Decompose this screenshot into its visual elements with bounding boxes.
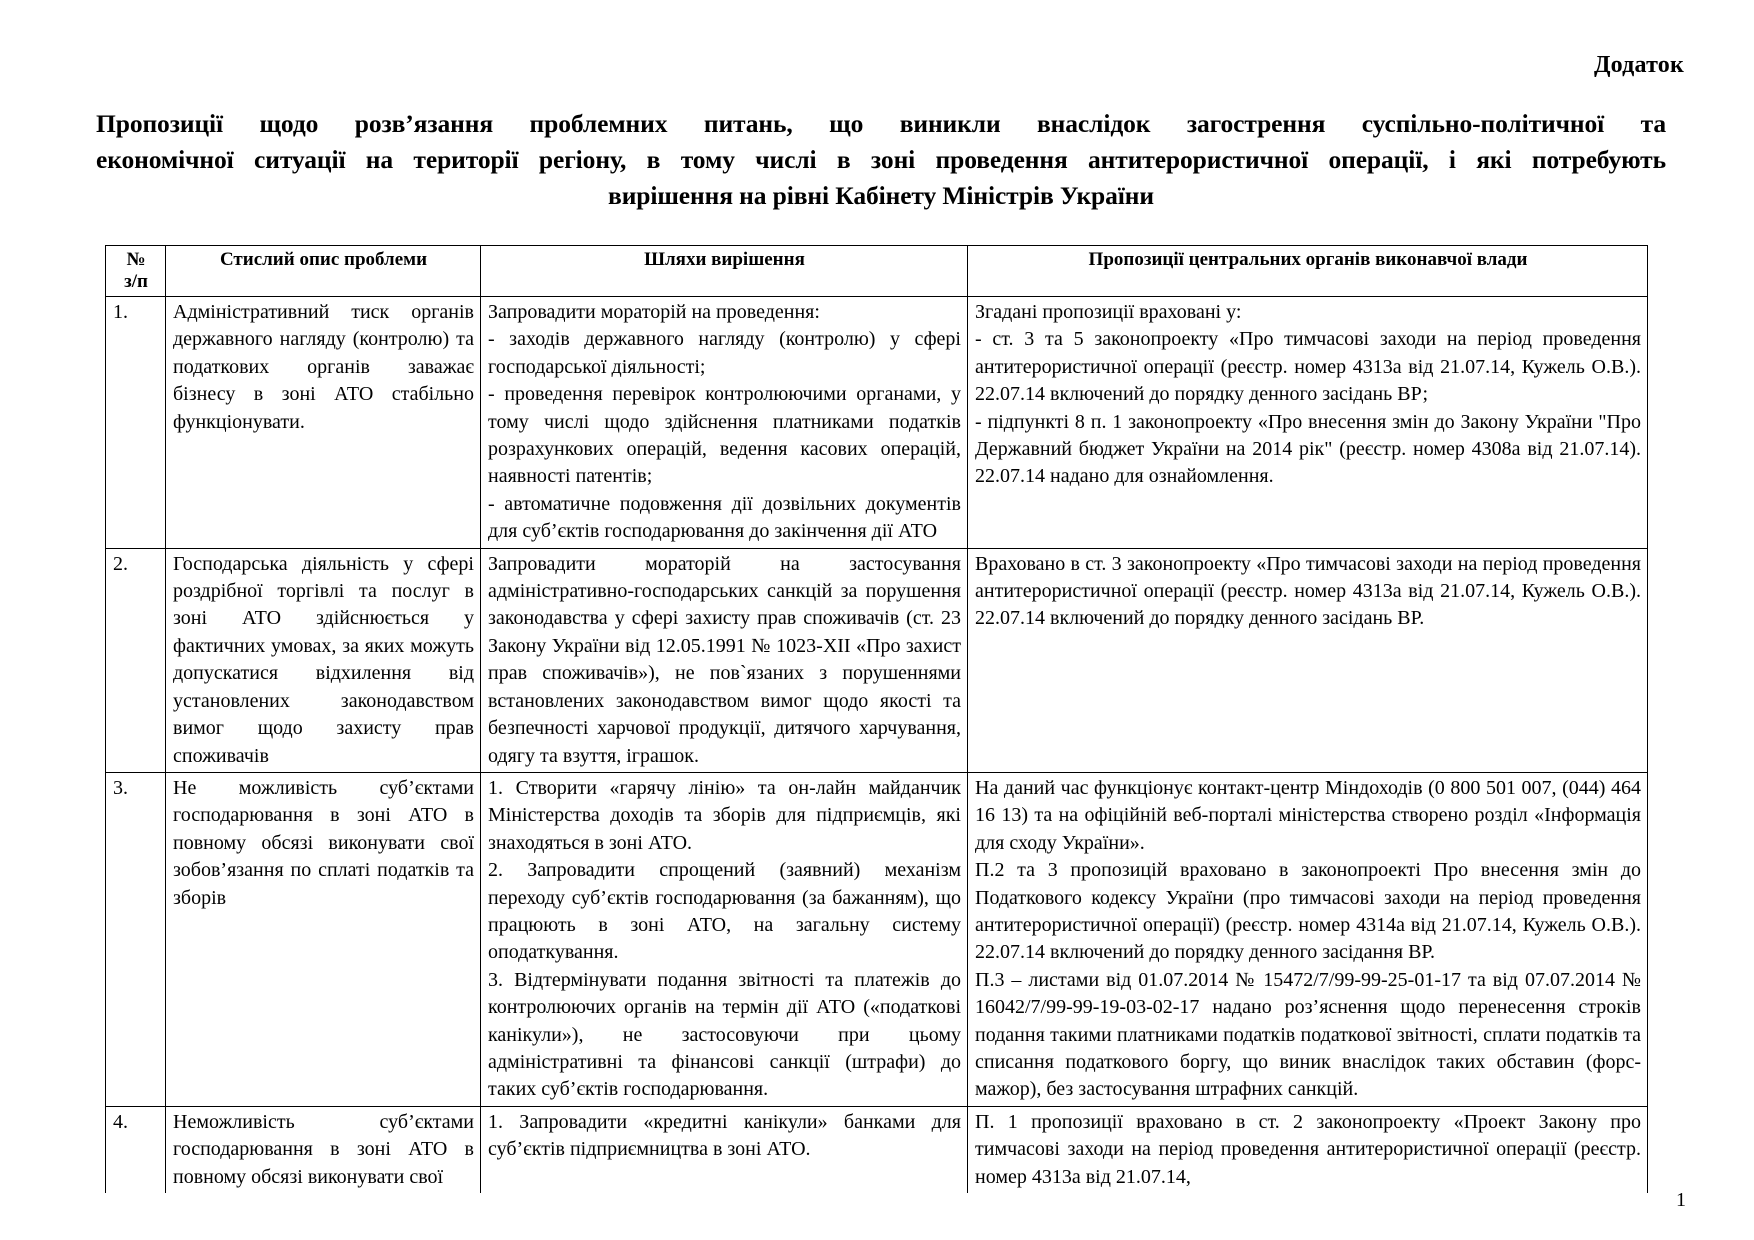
paragraph: - проведення перевірок контролюючими органами, у тому числі щодо здійснення платниками податків розрахункових операцій, ведення касових операцій, наявності патентів; [488, 383, 961, 488]
paragraph: 2. Запровадити спрощений (заявний) механізм переходу суб’єктів господарювання (за бажанням), що працюють в зоні АТО, на загальну систему оподаткування. [488, 859, 961, 964]
table-row [106, 772, 1648, 1106]
table-row [106, 548, 1648, 772]
paragraph: На даний час функціонує контакт-центр Міндоходів (0 800 501 007, (044) 464 16 13) та на офіційній веб-порталі міністерства створено розділ «Інформація для сходу України». [975, 776, 1641, 854]
paragraph: Враховано в ст. 3 законопроекту «Про тимчасові заходи на період проведення антитерористичної операції (реєстр. номер 4313а від 21.07.14, Кужель О.В.). 22.07.14 включений до порядку денного засідань ВР. [975, 552, 1641, 630]
column-header-number-line1: № [126, 249, 146, 270]
table-header [106, 246, 1648, 297]
cell-solution-paths [481, 548, 968, 772]
paragraph: П.3 – листами від 01.07.2014 № 15472/7/99-99-25-01-17 та від 07.07.2014 № 16042/7/99-99-19-03-02-17 надано роз’яснення щодо перенесення строків подання такими платниками податків податкової звітності, сплати податків та списання податкового боргу, що виник внаслідок таких обставин (форс-мажор), без застосування штрафних санкцій. [975, 968, 1641, 1101]
cell-authority-proposals [968, 1106, 1648, 1193]
paragraph: П. 1 пропозиції враховано в ст. 2 законопроекту «Проект Закону про тимчасові заходи на період проведення антитерористичної операції (реєстр. номер 4313а від 21.07.14, [975, 1110, 1641, 1188]
table-row [106, 297, 1648, 549]
page-title-line-2: економічної ситуації на території регіону, в тому числі в зоні проведення антитерористичної операції, і які потребують [96, 145, 1666, 174]
paragraph: 1. Створити «гарячу лінію» та он-лайн майданчик Міністерства доходів та зборів для підприємців, які знаходяться в зоні АТО. [488, 776, 961, 854]
column-header-number-line2: з/п [124, 271, 148, 292]
paragraph: - автоматичне подовження дії дозвільних документів для суб’єктів господарювання до закінчення дії АТО [488, 492, 961, 543]
cell-row-number: 3. [106, 772, 166, 1106]
table-row [106, 1106, 1648, 1193]
paragraph: Неможливість суб’єктами господарювання в зоні АТО в повному обсязі виконувати свої [173, 1110, 474, 1188]
paragraph: Згадані пропозиції враховані у: [975, 301, 1242, 323]
column-header-problem: Стислий опис проблеми [166, 246, 481, 297]
column-header-number [106, 246, 166, 297]
proposals-table [105, 245, 1648, 1193]
paragraph: - підпункті 8 п. 1 законопроекту «Про внесення змін до Закону України "Про Державний бюджет України на 2014 рік" (реєстр. номер 4308а від 21.07.14). 22.07.14 надано для ознайомлення. [975, 410, 1641, 488]
cell-row-number: 1. [106, 297, 166, 549]
page-number: 1 [1676, 1189, 1686, 1211]
table-header-row [106, 246, 1648, 297]
cell-problem-description [166, 297, 481, 549]
paragraph: Адміністративний тиск органів державного нагляду (контролю) та податкових органів заважає бізнесу в зоні АТО стабільно функціонувати. [173, 301, 474, 433]
proposals-table-wrapper [105, 245, 1647, 1193]
cell-row-number: 4. [106, 1106, 166, 1193]
cell-authority-proposals [968, 297, 1648, 549]
paragraph: Запровадити мораторій на застосування адміністративно-господарських санкцій за порушення законодавства у сфері захисту прав споживачів (ст. 23 Закону України від 12.05.1991 № 1023-ХІІ «Про захист прав споживачів»), не пов`язаних з порушеннями встановлених законодавством вимог щодо якості та безпечності харчової продукції, дитячого харчування, одягу та взуття, іграшок. [488, 552, 961, 767]
column-header-proposals: Пропозиції центральних органів виконавчої влади [968, 246, 1648, 297]
cell-authority-proposals [968, 772, 1648, 1106]
column-header-solution: Шляхи вирішення [481, 246, 968, 297]
page-title-line-3: вирішення на рівні Кабінету Міністрів України [608, 181, 1154, 210]
paragraph: - ст. 3 та 5 законопроекту «Про тимчасові заходи на період проведення антитерористичної операції (реєстр. номер 4313а від 21.07.14, Кужель О.В.). 22.07.14 включений до порядку денного засідань ВР; [975, 328, 1641, 406]
cell-authority-proposals [968, 548, 1648, 772]
paragraph: Запровадити мораторій на проведення: [488, 301, 820, 323]
cell-row-number: 2. [106, 548, 166, 772]
cell-solution-paths [481, 772, 968, 1106]
paragraph: 1. Запровадити «кредитні канікули» банками для суб’єктів підприємництва в зоні АТО. [488, 1110, 961, 1161]
page-title-line-1: Пропозиції щодо розв’язання проблемних питань, що виникли внаслідок загострення суспільно-політичної та [96, 109, 1666, 138]
paragraph: Господарська діяльність у сфері роздрібної торгівлі та послуг в зоні АТО здійснюється у фактичних умовах, за яких можуть допускатися відхилення від установлених законодавством вимог щодо захисту прав споживачів [173, 552, 474, 767]
cell-solution-paths [481, 297, 968, 549]
cell-problem-description [166, 548, 481, 772]
table-body [106, 297, 1648, 1194]
paragraph: - заходів державного нагляду (контролю) у сфері господарської діяльності; [488, 328, 961, 378]
page-title [96, 106, 1666, 214]
cell-problem-description [166, 1106, 481, 1193]
appendix-label: Додаток [1593, 52, 1684, 78]
paragraph: Не можливість суб’єктами господарювання в зоні АТО в повному обсязі виконувати свої зобов’язання по сплаті податків та зборів [173, 776, 474, 909]
paragraph: 3. Відтермінувати подання звітності та платежів до контролюючих органів на термін дії АТО («податкові канікули»), не застосовуючи при цьому адміністративні та фінансові санкції (штрафи) до таких суб’єктів господарювання. [488, 968, 961, 1101]
cell-problem-description [166, 772, 481, 1106]
cell-solution-paths [481, 1106, 968, 1193]
paragraph: П.2 та 3 пропозицій враховано в законопроекті Про внесення змін до Податкового кодексу України (про тимчасові заходи на період проведення антитерористичної операції) (реєстр. номер 4314а від 21.07.14, Кужель О.В.). 22.07.14 включений до порядку денного засідання ВР. [975, 859, 1641, 964]
